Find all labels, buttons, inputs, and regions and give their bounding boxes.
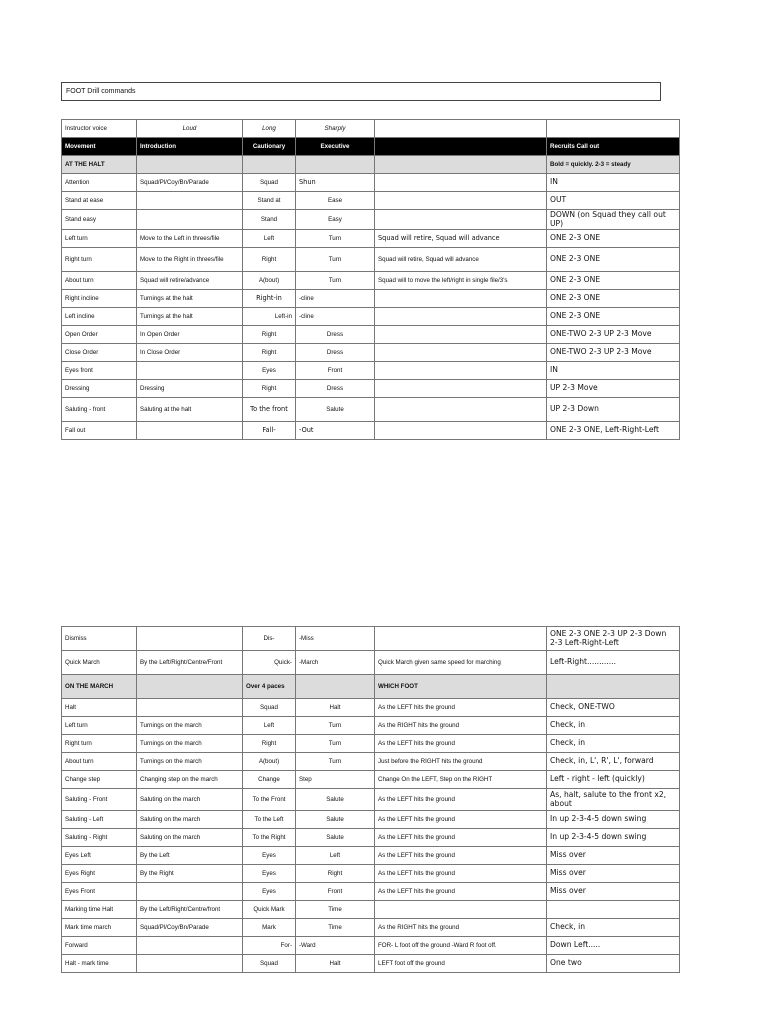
notes-cell: As the RIGHT hits the ground bbox=[375, 717, 547, 735]
executive-cell: Salute bbox=[296, 829, 375, 847]
cautionary-cell: Stand at bbox=[243, 192, 296, 210]
notes-cell bbox=[375, 344, 547, 362]
introduction-cell: Turnings at the halt bbox=[137, 290, 243, 308]
introduction-cell: Move to the Right in threes/file bbox=[137, 248, 243, 272]
cautionary-cell: Eyes bbox=[243, 847, 296, 865]
column-header: Introduction bbox=[137, 138, 243, 156]
cautionary-cell: Right bbox=[243, 735, 296, 753]
cautionary-cell: To the Right bbox=[243, 829, 296, 847]
cautionary-cell: Left bbox=[243, 230, 296, 248]
movement-cell: ON THE MARCH bbox=[62, 675, 137, 699]
introduction-cell: By the Left bbox=[137, 847, 243, 865]
movement-cell: Halt bbox=[62, 699, 137, 717]
introduction-cell: By the Right bbox=[137, 865, 243, 883]
callout-cell: ONE 2-3 ONE bbox=[547, 290, 680, 308]
callout-cell bbox=[547, 675, 680, 699]
executive-cell: Turn bbox=[296, 248, 375, 272]
voice-cell bbox=[547, 120, 680, 138]
callout-cell: Bold = quickly. 2-3 = steady bbox=[547, 156, 680, 174]
table-row bbox=[62, 627, 680, 651]
callout-cell: IN bbox=[547, 174, 680, 192]
notes-cell bbox=[375, 210, 547, 230]
table-row bbox=[62, 811, 680, 829]
notes-cell bbox=[375, 326, 547, 344]
movement-cell: Stand easy bbox=[62, 210, 137, 230]
cautionary-cell: To the front bbox=[243, 398, 296, 422]
executive-cell: Left bbox=[296, 847, 375, 865]
callout-cell: Check, in, L', R', L', forward bbox=[547, 753, 680, 771]
cautionary-cell: To the Left bbox=[243, 811, 296, 829]
executive-cell: Turn bbox=[296, 753, 375, 771]
table-row bbox=[62, 248, 680, 272]
callout-cell: ONE 2-3 ONE, Left-Right-Left bbox=[547, 422, 680, 440]
cautionary-cell: Right bbox=[243, 380, 296, 398]
table-row bbox=[62, 290, 680, 308]
table-row bbox=[62, 230, 680, 248]
notes-cell: As the LEFT hits the ground bbox=[375, 699, 547, 717]
table-row bbox=[62, 174, 680, 192]
movement-cell: AT THE HALT bbox=[62, 156, 137, 174]
movement-cell: Left incline bbox=[62, 308, 137, 326]
callout-cell: UP 2-3 Down bbox=[547, 398, 680, 422]
movement-cell: Saluting - Front bbox=[62, 789, 137, 811]
executive-cell: Front bbox=[296, 362, 375, 380]
cautionary-cell: Right-in bbox=[243, 290, 296, 308]
cautionary-cell: Left bbox=[243, 717, 296, 735]
cautionary-cell: Squad bbox=[243, 174, 296, 192]
movement-cell: Stand at ease bbox=[62, 192, 137, 210]
cautionary-cell: Quick Mark bbox=[243, 901, 296, 919]
table-voice-row bbox=[62, 120, 680, 138]
cautionary-cell: Dis- bbox=[243, 627, 296, 651]
callout-cell: Left-Right............ bbox=[547, 651, 680, 675]
callout-cell: Miss over bbox=[547, 865, 680, 883]
executive-cell: Easy bbox=[296, 210, 375, 230]
executive-cell: Front bbox=[296, 883, 375, 901]
introduction-cell bbox=[137, 362, 243, 380]
introduction-cell: Saluting on the march bbox=[137, 789, 243, 811]
table-row bbox=[62, 955, 680, 973]
table-row bbox=[62, 192, 680, 210]
table-row bbox=[62, 210, 680, 230]
introduction-cell: Saluting on the march bbox=[137, 811, 243, 829]
introduction-cell: In Open Order bbox=[137, 326, 243, 344]
notes-cell: Just before the RIGHT hits the ground bbox=[375, 753, 547, 771]
notes-cell bbox=[375, 362, 547, 380]
callout-cell: ONE 2-3 ONE bbox=[547, 230, 680, 248]
movement-cell: Dismiss bbox=[62, 627, 137, 651]
voice-cell: Sharply bbox=[296, 120, 375, 138]
callout-cell: ONE 2-3 ONE bbox=[547, 248, 680, 272]
callout-cell: Left - right - left (quickly) bbox=[547, 771, 680, 789]
movement-cell: Saluting - Right bbox=[62, 829, 137, 847]
callout-cell: One two bbox=[547, 955, 680, 973]
callout-cell: OUT bbox=[547, 192, 680, 210]
cautionary-cell: Eyes bbox=[243, 362, 296, 380]
section-row bbox=[62, 675, 680, 699]
notes-cell bbox=[375, 422, 547, 440]
introduction-cell bbox=[137, 627, 243, 651]
introduction-cell bbox=[137, 699, 243, 717]
table-row bbox=[62, 789, 680, 811]
executive-cell: Salute bbox=[296, 811, 375, 829]
table-row bbox=[62, 771, 680, 789]
introduction-cell: By the Left/Right/Centre/Front bbox=[137, 651, 243, 675]
executive-cell: Salute bbox=[296, 789, 375, 811]
executive-cell: -Ward bbox=[296, 937, 375, 955]
movement-cell: Right turn bbox=[62, 248, 137, 272]
notes-cell bbox=[375, 398, 547, 422]
table-row bbox=[62, 865, 680, 883]
callout-cell: Check, in bbox=[547, 919, 680, 937]
drill-table-march bbox=[61, 626, 680, 973]
callout-cell: In up 2-3-4-5 down swing bbox=[547, 829, 680, 847]
executive-cell: Salute bbox=[296, 398, 375, 422]
voice-cell: Loud bbox=[137, 120, 243, 138]
callout-cell: ONE-TWO 2-3 UP 2-3 Move bbox=[547, 344, 680, 362]
callout-cell: Miss over bbox=[547, 847, 680, 865]
table-row bbox=[62, 398, 680, 422]
movement-cell: Change step bbox=[62, 771, 137, 789]
callout-cell: ONE-TWO 2-3 UP 2-3 Move bbox=[547, 326, 680, 344]
table-row bbox=[62, 753, 680, 771]
introduction-cell: Dressing bbox=[137, 380, 243, 398]
table-row bbox=[62, 937, 680, 955]
column-header: Executive bbox=[296, 138, 375, 156]
voice-cell bbox=[375, 120, 547, 138]
callout-cell: Check, in bbox=[547, 717, 680, 735]
cautionary-cell: Over 4 paces bbox=[243, 675, 296, 699]
drill-table-halt bbox=[61, 119, 680, 440]
notes-cell: As the LEFT hits the ground bbox=[375, 811, 547, 829]
cautionary-cell: Change bbox=[243, 771, 296, 789]
callout-cell: As, halt, salute to the front x2, about bbox=[547, 789, 680, 811]
introduction-cell bbox=[137, 210, 243, 230]
executive-cell: Turn bbox=[296, 735, 375, 753]
cautionary-cell bbox=[243, 156, 296, 174]
movement-cell: Saluting - Left bbox=[62, 811, 137, 829]
notes-cell: WHICH FOOT bbox=[375, 675, 547, 699]
column-header bbox=[375, 138, 547, 156]
movement-cell: Right incline bbox=[62, 290, 137, 308]
callout-cell: ONE 2-3 ONE bbox=[547, 308, 680, 326]
table-row bbox=[62, 272, 680, 290]
introduction-cell bbox=[137, 937, 243, 955]
introduction-cell bbox=[137, 675, 243, 699]
movement-cell: Mark time march bbox=[62, 919, 137, 937]
voice-cell: Instructor voice bbox=[62, 120, 137, 138]
column-header: Movement bbox=[62, 138, 137, 156]
table-row bbox=[62, 919, 680, 937]
table-row bbox=[62, 901, 680, 919]
notes-cell: As the LEFT hits the ground bbox=[375, 735, 547, 753]
cautionary-cell: Squad bbox=[243, 699, 296, 717]
executive-cell bbox=[296, 156, 375, 174]
notes-cell: Squad will to move the left/right in single file/3's bbox=[375, 272, 547, 290]
table-row bbox=[62, 422, 680, 440]
voice-cell: Long bbox=[243, 120, 296, 138]
notes-cell: As the RIGHT hits the ground bbox=[375, 919, 547, 937]
table-row bbox=[62, 699, 680, 717]
cautionary-cell: Squad bbox=[243, 955, 296, 973]
callout-cell: ONE 2-3 ONE bbox=[547, 272, 680, 290]
executive-cell: -Miss bbox=[296, 627, 375, 651]
table-row bbox=[62, 883, 680, 901]
notes-cell: Squad will retire, Squad will advance bbox=[375, 248, 547, 272]
table-header-row bbox=[62, 138, 680, 156]
notes-cell bbox=[375, 192, 547, 210]
table-row bbox=[62, 308, 680, 326]
cautionary-cell: Mark bbox=[243, 919, 296, 937]
movement-cell: Halt - mark time bbox=[62, 955, 137, 973]
cautionary-cell: Right bbox=[243, 344, 296, 362]
notes-cell: LEFT foot off the ground bbox=[375, 955, 547, 973]
movement-cell: Close Order bbox=[62, 344, 137, 362]
callout-cell: Down Left..... bbox=[547, 937, 680, 955]
notes-cell bbox=[375, 380, 547, 398]
table-row bbox=[62, 651, 680, 675]
document-title: FOOT Drill commands bbox=[61, 82, 661, 101]
introduction-cell: Changing step on the march bbox=[137, 771, 243, 789]
callout-cell: UP 2-3 Move bbox=[547, 380, 680, 398]
movement-cell: Attention bbox=[62, 174, 137, 192]
cautionary-cell: Stand bbox=[243, 210, 296, 230]
section-row bbox=[62, 156, 680, 174]
introduction-cell bbox=[137, 883, 243, 901]
table-row bbox=[62, 326, 680, 344]
executive-cell: Turn bbox=[296, 717, 375, 735]
executive-cell: Step bbox=[296, 771, 375, 789]
introduction-cell bbox=[137, 156, 243, 174]
notes-cell: Change On the LEFT, Step on the RIGHT bbox=[375, 771, 547, 789]
cautionary-cell: Right bbox=[243, 326, 296, 344]
table-row bbox=[62, 362, 680, 380]
cautionary-cell: Fall- bbox=[243, 422, 296, 440]
movement-cell: Fall out bbox=[62, 422, 137, 440]
movement-cell: Marking time Halt bbox=[62, 901, 137, 919]
executive-cell: -cline bbox=[296, 290, 375, 308]
cautionary-cell: Right bbox=[243, 248, 296, 272]
notes-cell: As the LEFT hits the ground bbox=[375, 847, 547, 865]
table-row bbox=[62, 717, 680, 735]
movement-cell: Right turn bbox=[62, 735, 137, 753]
cautionary-cell: Quick- bbox=[243, 651, 296, 675]
table-row bbox=[62, 829, 680, 847]
executive-cell: Right bbox=[296, 865, 375, 883]
introduction-cell: In Close Order bbox=[137, 344, 243, 362]
callout-cell: DOWN (on Squad they call out UP) bbox=[547, 210, 680, 230]
callout-cell: Check, ONE-TWO bbox=[547, 699, 680, 717]
executive-cell: Dress bbox=[296, 326, 375, 344]
movement-cell: About turn bbox=[62, 753, 137, 771]
executive-cell: Halt bbox=[296, 955, 375, 973]
introduction-cell: Saluting on the march bbox=[137, 829, 243, 847]
callout-cell: In up 2-3-4-5 down swing bbox=[547, 811, 680, 829]
column-header: Cautionary bbox=[243, 138, 296, 156]
table-row bbox=[62, 380, 680, 398]
introduction-cell: Squad/Pl/Coy/Bn/Parade bbox=[137, 174, 243, 192]
introduction-cell: Turnings on the march bbox=[137, 753, 243, 771]
notes-cell bbox=[375, 290, 547, 308]
notes-cell bbox=[375, 627, 547, 651]
movement-cell: Left turn bbox=[62, 230, 137, 248]
cautionary-cell: A(bout) bbox=[243, 753, 296, 771]
movement-cell: About turn bbox=[62, 272, 137, 290]
callout-cell bbox=[547, 901, 680, 919]
introduction-cell bbox=[137, 955, 243, 973]
executive-cell: Shun bbox=[296, 174, 375, 192]
introduction-cell: Turnings at the halt bbox=[137, 308, 243, 326]
movement-cell: Saluting - front bbox=[62, 398, 137, 422]
cautionary-cell: Left-in bbox=[243, 308, 296, 326]
cautionary-cell: For- bbox=[243, 937, 296, 955]
executive-cell: Dress bbox=[296, 344, 375, 362]
notes-cell bbox=[375, 156, 547, 174]
introduction-cell: Squad/Pl/Coy/Bn/Parade bbox=[137, 919, 243, 937]
movement-cell: Eyes Left bbox=[62, 847, 137, 865]
notes-cell: FOR- L foot off the ground -Ward R foot off. bbox=[375, 937, 547, 955]
introduction-cell: Move to the Left in threes/file bbox=[137, 230, 243, 248]
movement-cell: Forward bbox=[62, 937, 137, 955]
column-header: Recruits Call out bbox=[547, 138, 680, 156]
notes-cell: As the LEFT hits the ground bbox=[375, 883, 547, 901]
introduction-cell bbox=[137, 192, 243, 210]
notes-cell bbox=[375, 901, 547, 919]
introduction-cell: Squad will retire/advance bbox=[137, 272, 243, 290]
introduction-cell: By the Left/Right/Centre/front bbox=[137, 901, 243, 919]
executive-cell: Ease bbox=[296, 192, 375, 210]
movement-cell: Open Order bbox=[62, 326, 137, 344]
executive-cell bbox=[296, 675, 375, 699]
notes-cell bbox=[375, 308, 547, 326]
notes-cell: As the LEFT hits the ground bbox=[375, 789, 547, 811]
callout-cell: Miss over bbox=[547, 883, 680, 901]
table-row bbox=[62, 344, 680, 362]
introduction-cell: Saluting at the halt bbox=[137, 398, 243, 422]
introduction-cell bbox=[137, 422, 243, 440]
cautionary-cell: A(bout) bbox=[243, 272, 296, 290]
introduction-cell: Turnings on the march bbox=[137, 735, 243, 753]
executive-cell: Turn bbox=[296, 230, 375, 248]
table-row bbox=[62, 847, 680, 865]
cautionary-cell: Eyes bbox=[243, 865, 296, 883]
executive-cell: -Out bbox=[296, 422, 375, 440]
executive-cell: Dress bbox=[296, 380, 375, 398]
callout-cell: Check, in bbox=[547, 735, 680, 753]
notes-cell: As the LEFT hits the ground bbox=[375, 829, 547, 847]
executive-cell: Time bbox=[296, 901, 375, 919]
cautionary-cell: Eyes bbox=[243, 883, 296, 901]
table-row bbox=[62, 735, 680, 753]
introduction-cell: Turnings on the march bbox=[137, 717, 243, 735]
notes-cell: Squad will retire, Squad will advance bbox=[375, 230, 547, 248]
callout-cell: IN bbox=[547, 362, 680, 380]
notes-cell bbox=[375, 174, 547, 192]
movement-cell: Eyes Right bbox=[62, 865, 137, 883]
executive-cell: -March bbox=[296, 651, 375, 675]
executive-cell: Time bbox=[296, 919, 375, 937]
callout-cell: ONE 2-3 ONE 2-3 UP 2-3 Down 2-3 Left-Right-Left bbox=[547, 627, 680, 651]
notes-cell: Quick March given same speed for marching bbox=[375, 651, 547, 675]
executive-cell: Halt bbox=[296, 699, 375, 717]
cautionary-cell: To the Front bbox=[243, 789, 296, 811]
executive-cell: Turn bbox=[296, 272, 375, 290]
executive-cell: -cline bbox=[296, 308, 375, 326]
movement-cell: Eyes Front bbox=[62, 883, 137, 901]
movement-cell: Left turn bbox=[62, 717, 137, 735]
notes-cell: As the LEFT hits the ground bbox=[375, 865, 547, 883]
movement-cell: Dressing bbox=[62, 380, 137, 398]
movement-cell: Eyes front bbox=[62, 362, 137, 380]
movement-cell: Quick March bbox=[62, 651, 137, 675]
